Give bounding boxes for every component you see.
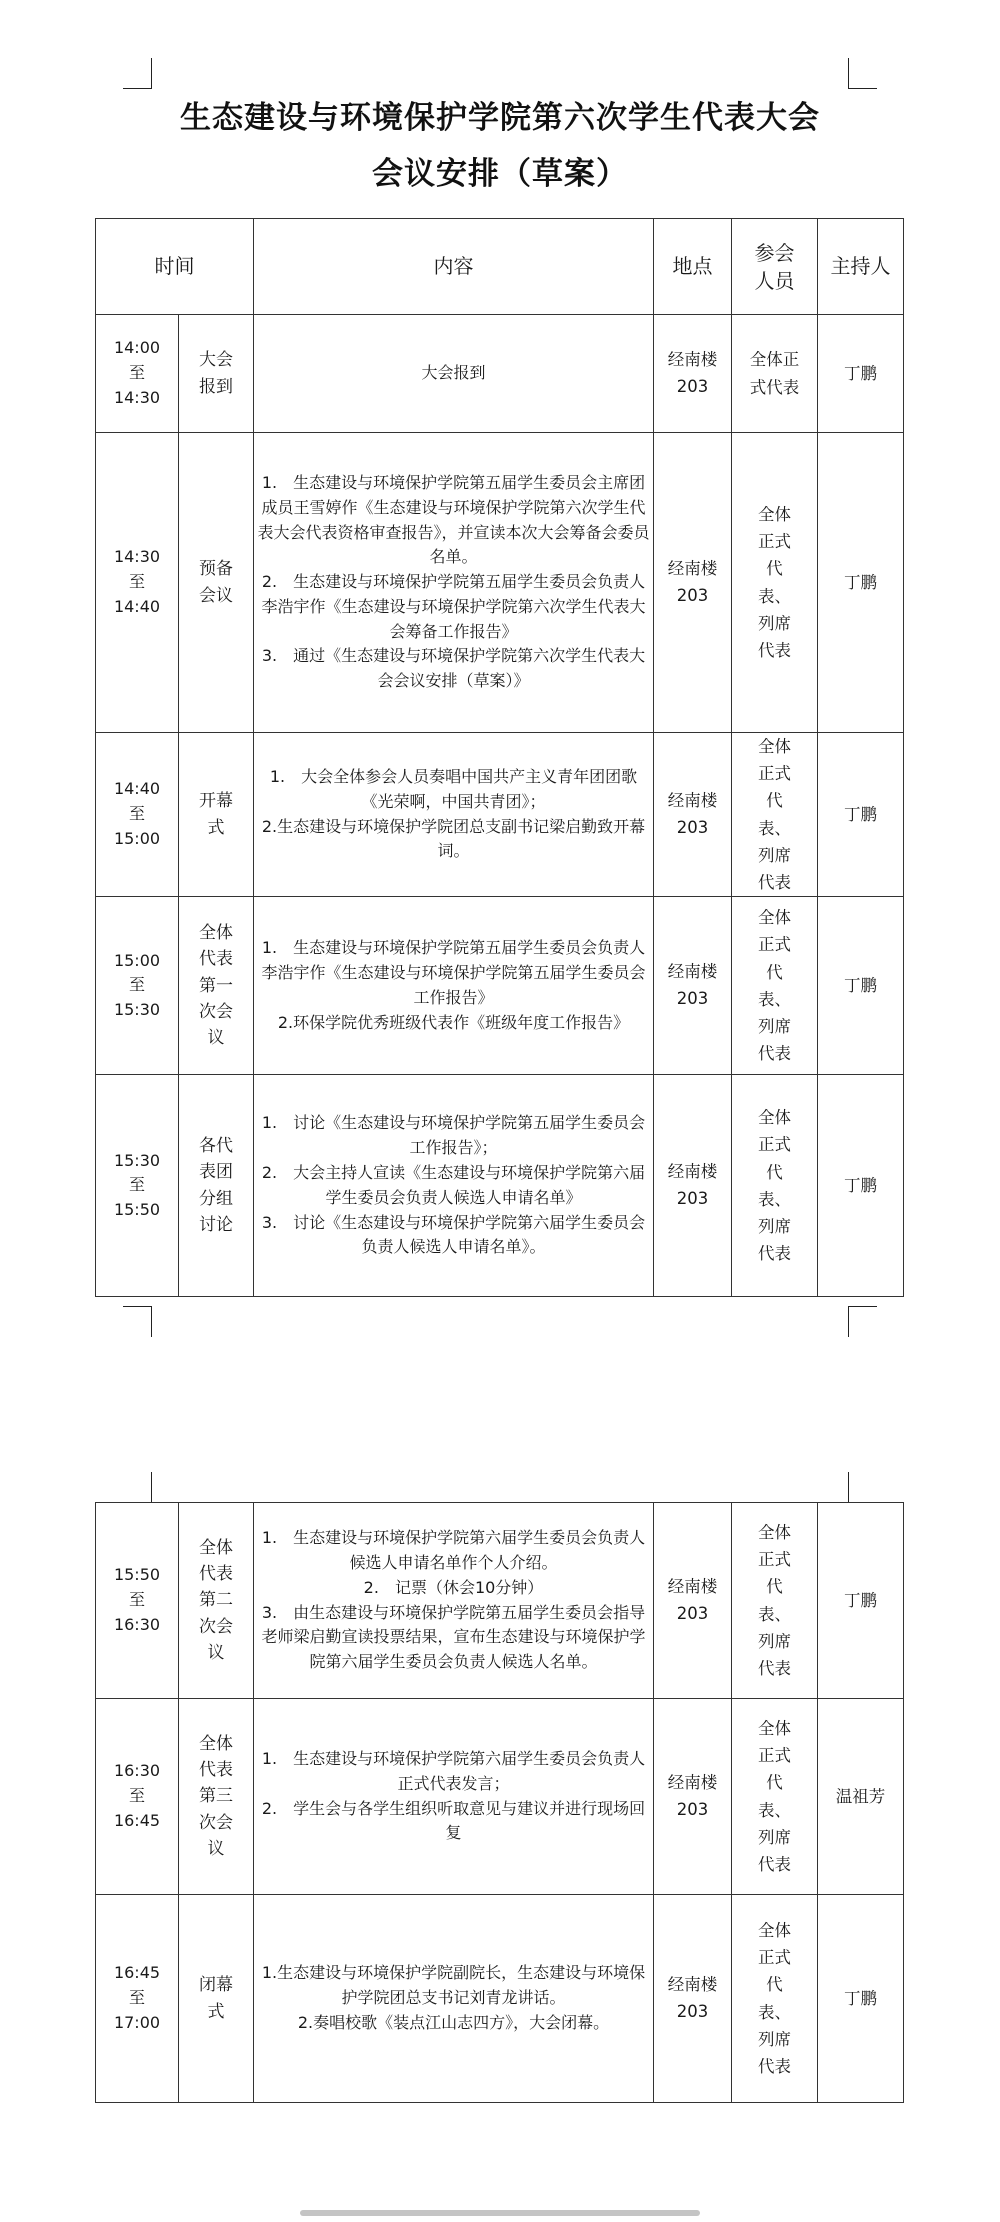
session-name: 全体代表第二次会议 — [198, 1537, 233, 1664]
location-text: 经南楼203 — [667, 791, 718, 837]
content-item: 2. 学生会与各学生组织听取意见与建议并进行现场回复 — [261, 1798, 646, 1843]
session-name: 闭幕式 — [198, 1975, 233, 2022]
location-text: 经南楼203 — [667, 962, 718, 1008]
content-item: 1. 生态建设与环境保护学院第六届学生委员会负责人正式代表发言； — [261, 1748, 646, 1793]
time-cell — [96, 1075, 179, 1297]
attendees-cell — [732, 733, 818, 897]
location-cell — [654, 897, 732, 1075]
session-cell — [179, 1503, 254, 1699]
host-cell: 丁鹏 — [818, 315, 904, 433]
time-end: 16:45 — [113, 1810, 161, 1830]
content-cell — [254, 733, 654, 897]
attendees-text: 全体正式代表、列席代表 — [757, 1108, 791, 1264]
time-cell — [96, 1699, 179, 1895]
attendees-cell — [732, 897, 818, 1075]
attendees-cell — [732, 315, 818, 433]
schedule-table-page2 — [95, 1502, 904, 2103]
header-attendees — [732, 219, 818, 315]
session-name: 全体代表第一次会议 — [198, 922, 233, 1049]
location-cell — [654, 1699, 732, 1895]
content-item: 2. 生态建设与环境保护学院第五届学生委员会负责人李浩宇作《生态建设与环境保护学院第六次学生代表大会筹备工作报告》 — [261, 572, 646, 641]
host-cell: 丁鹏 — [818, 897, 904, 1075]
time-to: 至 — [128, 804, 145, 824]
time-cell — [96, 1895, 179, 2103]
time-to: 至 — [128, 1590, 145, 1610]
location-cell — [654, 1895, 732, 2103]
content-item: 2.生态建设与环境保护学院团总支副书记梁启勤致开幕词。 — [261, 816, 646, 861]
table-row — [96, 1895, 904, 2103]
host-cell: 丁鹏 — [818, 1895, 904, 2103]
table-row — [96, 1699, 904, 1895]
attendees-text: 全体正式代表、列席代表 — [757, 504, 791, 660]
time-start: 16:30 — [113, 1761, 161, 1781]
time-end: 14:40 — [113, 596, 161, 616]
content-item: 1. 生态建设与环境保护学院第五届学生委员会负责人李浩宇作《生态建设与环境保护学院第五届学生委员会工作报告》 — [261, 938, 646, 1007]
time-cell — [96, 897, 179, 1075]
time-cell — [96, 1503, 179, 1699]
location-cell — [654, 1503, 732, 1699]
attendees-cell — [732, 1503, 818, 1699]
session-cell — [179, 433, 254, 733]
attendees-text: 全体正式代表、列席代表 — [757, 1718, 791, 1874]
content-item: 1. 生态建设与环境保护学院第六届学生委员会负责人候选人申请名单作个人介绍。 — [261, 1528, 646, 1572]
content-cell — [254, 433, 654, 733]
schedule-table-page1 — [95, 218, 904, 1297]
time-end: 14:30 — [113, 387, 161, 407]
content-cell — [254, 897, 654, 1075]
time-to: 至 — [128, 1175, 145, 1195]
session-cell — [179, 315, 254, 433]
location-text: 经南楼203 — [667, 1975, 718, 2021]
table-header-row — [96, 219, 904, 315]
time-to: 至 — [128, 1786, 145, 1806]
attendees-cell — [732, 1895, 818, 2103]
session-cell — [179, 897, 254, 1075]
time-cell — [96, 433, 179, 733]
page-corner-mark — [123, 58, 152, 89]
session-name: 预备会议 — [198, 559, 233, 606]
attendees-text: 全体正式代表、列席代表 — [757, 1522, 791, 1678]
content-item: 大会报到 — [421, 363, 486, 383]
location-text: 经南楼203 — [667, 1162, 718, 1208]
time-cell — [96, 733, 179, 897]
host-cell: 温祖芳 — [818, 1699, 904, 1895]
content-item: 3. 讨论《生态建设与环境保护学院第六届学生委员会负责人候选人申请名单》。 — [261, 1212, 646, 1257]
content-item: 2.环保学院优秀班级代表作《班级年度工作报告》 — [277, 1012, 630, 1032]
content-cell — [254, 1895, 654, 2103]
time-end: 15:50 — [113, 1200, 161, 1220]
table-row — [96, 315, 904, 433]
time-start: 14:30 — [113, 547, 161, 567]
location-cell — [654, 315, 732, 433]
header-location: 地点 — [654, 219, 732, 315]
header-content: 内容 — [254, 219, 654, 315]
content-item: 2. 大会主持人宣读《生态建设与环境保护学院第六届学生委员会负责人候选人申请名单》 — [261, 1163, 646, 1207]
time-start: 14:00 — [113, 338, 161, 358]
time-start: 15:50 — [113, 1565, 161, 1585]
content-cell — [254, 1699, 654, 1895]
host-cell: 丁鹏 — [818, 433, 904, 733]
attendees-cell — [732, 1699, 818, 1895]
content-cell — [254, 1075, 654, 1297]
page-corner-mark — [848, 1472, 877, 1502]
time-to: 至 — [128, 1988, 145, 2008]
attendees-cell — [732, 433, 818, 733]
attendees-cell — [732, 1075, 818, 1297]
attendees-text: 全体正式代表、列席代表 — [757, 737, 791, 893]
session-name: 各代表团分组讨论 — [198, 1136, 233, 1236]
session-cell — [179, 1699, 254, 1895]
time-start: 15:00 — [113, 950, 161, 970]
header-attendees-text: 参会人员 — [754, 240, 795, 293]
session-name: 开幕式 — [198, 791, 233, 838]
document-title-line2: 会议安排（草案） — [372, 156, 628, 192]
time-start: 15:30 — [113, 1150, 161, 1170]
location-text: 经南楼203 — [667, 1577, 718, 1623]
attendees-text: 全体正式代表、列席代表 — [757, 908, 791, 1064]
time-cell — [96, 315, 179, 433]
location-cell — [654, 433, 732, 733]
page-corner-mark — [123, 1306, 152, 1337]
time-to: 至 — [128, 363, 145, 383]
content-item: 2. 记票（休会10分钟） — [363, 1577, 544, 1597]
table-row — [96, 1503, 904, 1699]
page-corner-mark — [848, 1306, 877, 1337]
time-end: 15:30 — [113, 1000, 161, 1020]
location-cell — [654, 733, 732, 897]
host-cell: 丁鹏 — [818, 733, 904, 897]
content-cell — [254, 1503, 654, 1699]
time-end: 15:00 — [113, 829, 161, 849]
session-cell — [179, 1075, 254, 1297]
location-text: 经南楼203 — [667, 350, 718, 396]
table-row — [96, 733, 904, 897]
time-to: 至 — [128, 572, 145, 592]
header-time: 时间 — [96, 219, 254, 315]
session-name: 大会报到 — [198, 350, 233, 397]
content-item: 3. 通过《生态建设与环境保护学院第六次学生代表大会会议安排（草案）》 — [261, 646, 646, 691]
page-corner-mark — [848, 58, 877, 89]
table-row — [96, 897, 904, 1075]
time-end: 17:00 — [113, 2012, 161, 2032]
host-cell: 丁鹏 — [818, 1075, 904, 1297]
table-row — [96, 433, 904, 733]
session-cell — [179, 1895, 254, 2103]
page-corner-mark — [123, 1472, 152, 1502]
document-title-line1: 生态建设与环境保护学院第六次学生代表大会 — [180, 100, 820, 136]
content-item: 2.奏唱校歌《装点江山志四方》，大会闭幕。 — [297, 2012, 610, 2032]
time-start: 16:45 — [113, 1963, 161, 1983]
location-cell — [654, 1075, 732, 1297]
header-host: 主持人 — [818, 219, 904, 315]
time-start: 14:40 — [113, 779, 161, 799]
content-item: 3. 由生态建设与环境保护学院第五届学生委员会指导老师梁启勤宣读投票结果，宣布生态建设与环境保护学院第六届学生委员会负责人候选人名单。 — [261, 1602, 646, 1672]
content-item: 1.生态建设与环境保护学院副院长，生态建设与环境保护学院团总支书记刘青龙讲话。 — [261, 1963, 646, 2008]
attendees-text: 全体正式代表、列席代表 — [757, 1920, 791, 2076]
session-cell — [179, 733, 254, 897]
content-item: 1. 讨论《生态建设与环境保护学院第五届学生委员会工作报告》； — [261, 1113, 646, 1158]
time-to: 至 — [128, 975, 145, 995]
location-text: 经南楼203 — [667, 559, 718, 605]
table-row — [96, 1075, 904, 1297]
content-item: 1. 大会全体参会人员奏唱中国共产主义青年团团歌《光荣啊，中国共青团》； — [269, 767, 638, 811]
home-indicator-bar[interactable] — [300, 2210, 700, 2216]
location-text: 经南楼203 — [667, 1773, 718, 1819]
time-end: 16:30 — [113, 1614, 161, 1634]
host-cell: 丁鹏 — [818, 1503, 904, 1699]
content-cell — [254, 315, 654, 433]
attendees-text: 全体正式代表 — [749, 350, 800, 397]
content-item: 1. 生态建设与环境保护学院第五届学生委员会主席团成员王雪婷作《生态建设与环境保护学院第六次学生代表大会代表资格审查报告》，并宣读本次大会筹备会委员名单。 — [257, 472, 650, 567]
session-name: 全体代表第三次会议 — [198, 1733, 233, 1860]
